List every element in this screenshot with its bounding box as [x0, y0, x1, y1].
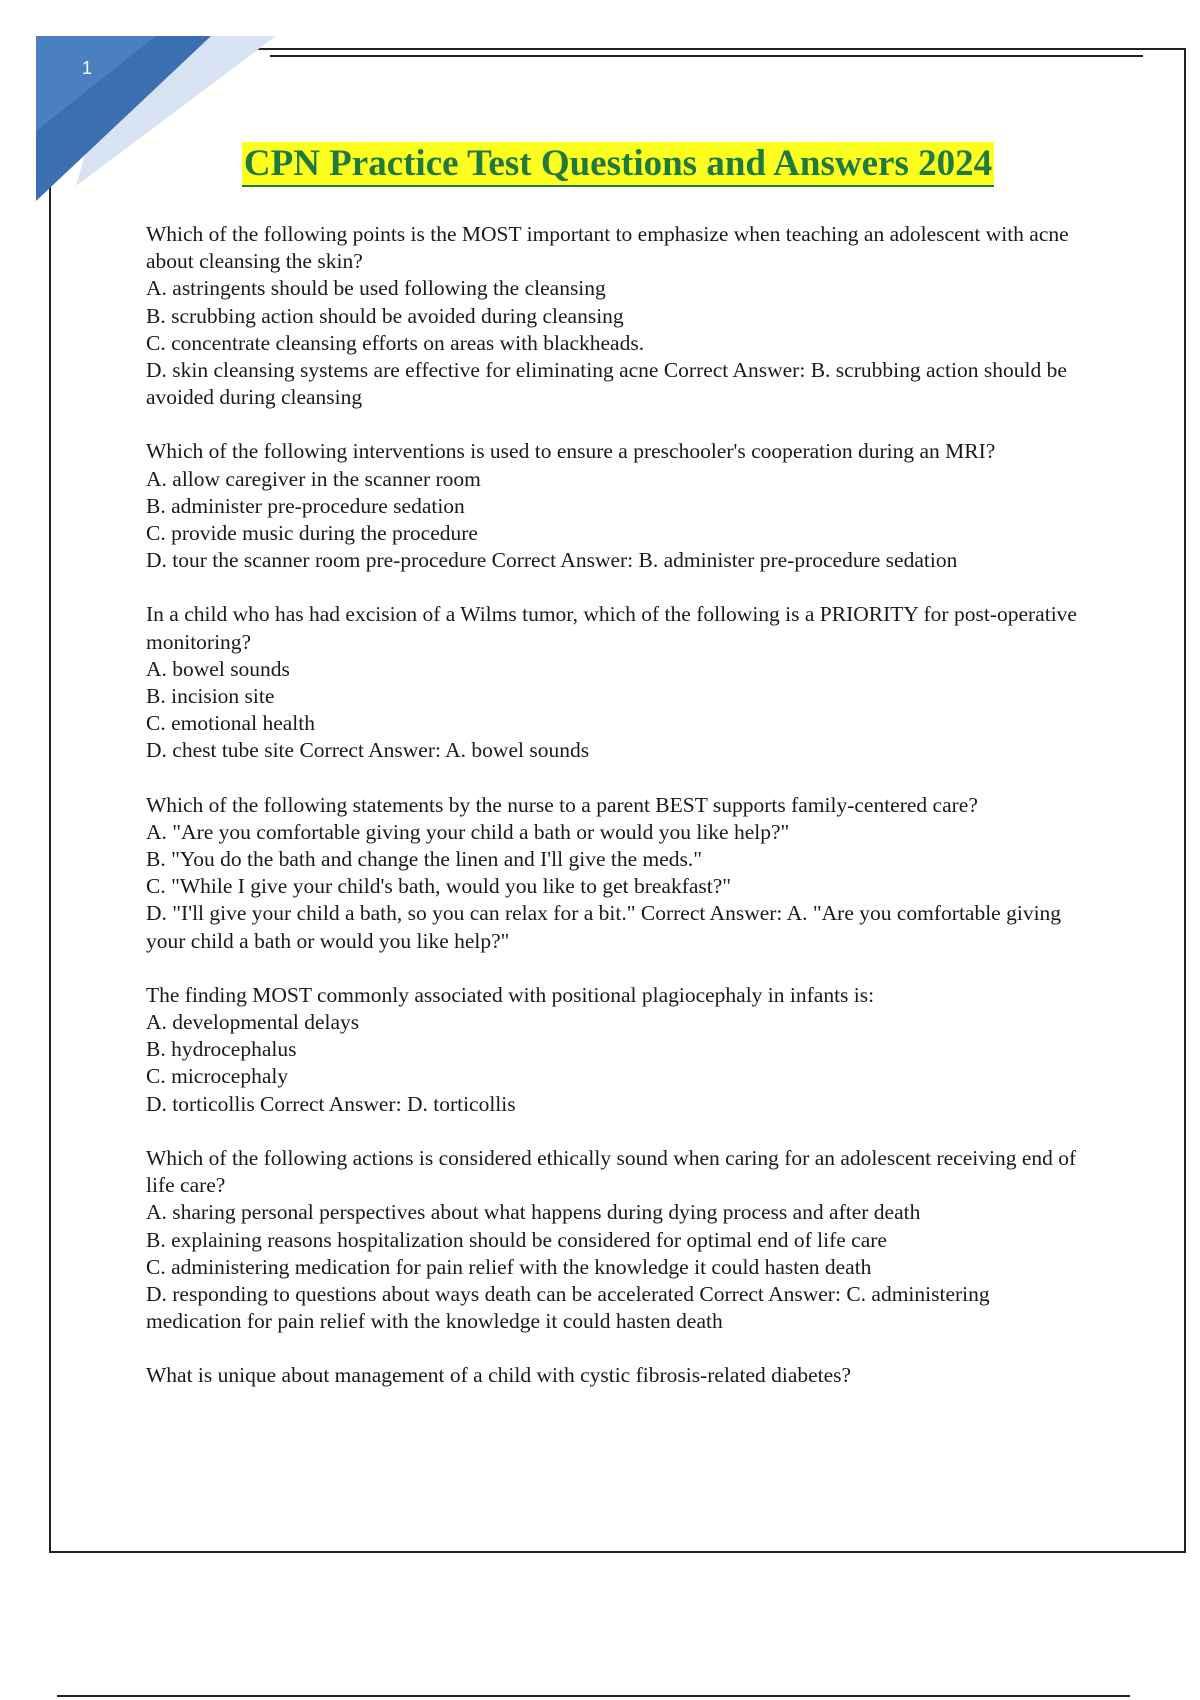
- option-c: C. microcephaly: [146, 1064, 289, 1089]
- option-a: A. bowel sounds: [146, 656, 290, 681]
- header-rule: [270, 55, 1143, 57]
- question-block-6: [146, 1145, 1086, 1335]
- question-block-2: [146, 438, 1086, 574]
- question-block-1: [146, 221, 1086, 411]
- option-a: A. developmental delays: [146, 1010, 360, 1035]
- question-text: The finding MOST commonly associated with positional plagiocephaly in infants is:: [146, 982, 875, 1007]
- question-block-4: [146, 792, 1086, 955]
- option-d-with-answer: D. "I'll give your child a bath, so you can relax for a bit." Correct Answer: A. "Are you comfortable giving your child a bath or would you like help?": [146, 901, 1062, 953]
- option-c: C. provide music during the procedure: [146, 521, 478, 546]
- option-d-with-answer: D. torticollis Correct Answer: D. torticollis: [146, 1091, 516, 1116]
- question-text: In a child who has had excision of a Wilms tumor, which of the following is a PRIORITY for post-operative monitoring?: [146, 602, 1077, 654]
- page-number: 1: [82, 58, 93, 78]
- questions-list: [146, 221, 1086, 1417]
- document-title-wrap: [0, 142, 1200, 187]
- footer-rule: [57, 1695, 1130, 1697]
- question-text: Which of the following statements by the nurse to a parent BEST supports family-centered care?: [146, 792, 978, 817]
- option-d-with-answer: D. tour the scanner room pre-procedure Correct Answer: B. administer pre-procedure sedation: [146, 548, 958, 573]
- option-a: A. allow caregiver in the scanner room: [146, 466, 481, 491]
- question-block-7: [146, 1362, 1086, 1389]
- option-b: B. explaining reasons hospitalization should be considered for optimal end of life care: [146, 1227, 887, 1252]
- question-text: What is unique about management of a child with cystic fibrosis-related diabetes?: [146, 1363, 852, 1388]
- option-d-with-answer: D. responding to questions about ways death can be accelerated Correct Answer: C. administering medication for pain relief with the knowledge it could hasten death: [146, 1281, 990, 1334]
- option-c: C. concentrate cleansing efforts on areas with blackheads.: [146, 330, 645, 355]
- question-block-5: [146, 982, 1086, 1118]
- option-c: C. "While I give your child's bath, would you like to get breakfast?": [146, 874, 732, 899]
- document-title: CPN Practice Test Questions and Answers 2024: [242, 142, 994, 187]
- question-text: Which of the following points is the MOST important to emphasize when teaching an adolescent with acne about cleansing the skin?: [146, 222, 1069, 274]
- question-text: Which of the following actions is considered ethically sound when caring for an adolescent receiving end of life care?: [146, 1145, 1077, 1198]
- option-d-with-answer: D. skin cleansing systems are effective for eliminating acne Correct Answer: B. scrubbing action should be avoided during cleansing: [146, 358, 1067, 410]
- option-c: C. administering medication for pain relief with the knowledge it could hasten death: [146, 1254, 872, 1279]
- option-b: B. hydrocephalus: [146, 1037, 297, 1062]
- option-d-with-answer: D. chest tube site Correct Answer: A. bowel sounds: [146, 738, 590, 763]
- option-a: A. astringents should be used following the cleansing: [146, 276, 606, 301]
- option-a: A. sharing personal perspectives about what happens during dying process and after death: [146, 1200, 921, 1225]
- option-b: B. "You do the bath and change the linen and I'll give the meds.": [146, 847, 703, 872]
- option-b: B. incision site: [146, 684, 275, 709]
- option-a: A. "Are you comfortable giving your child a bath or would you like help?": [146, 819, 790, 844]
- option-b: B. scrubbing action should be avoided during cleansing: [146, 303, 624, 328]
- option-c: C. emotional health: [146, 711, 315, 736]
- option-b: B. administer pre-procedure sedation: [146, 493, 465, 518]
- question-block-3: [146, 601, 1086, 764]
- question-text: Which of the following interventions is used to ensure a preschooler's cooperation during an MRI?: [146, 439, 996, 464]
